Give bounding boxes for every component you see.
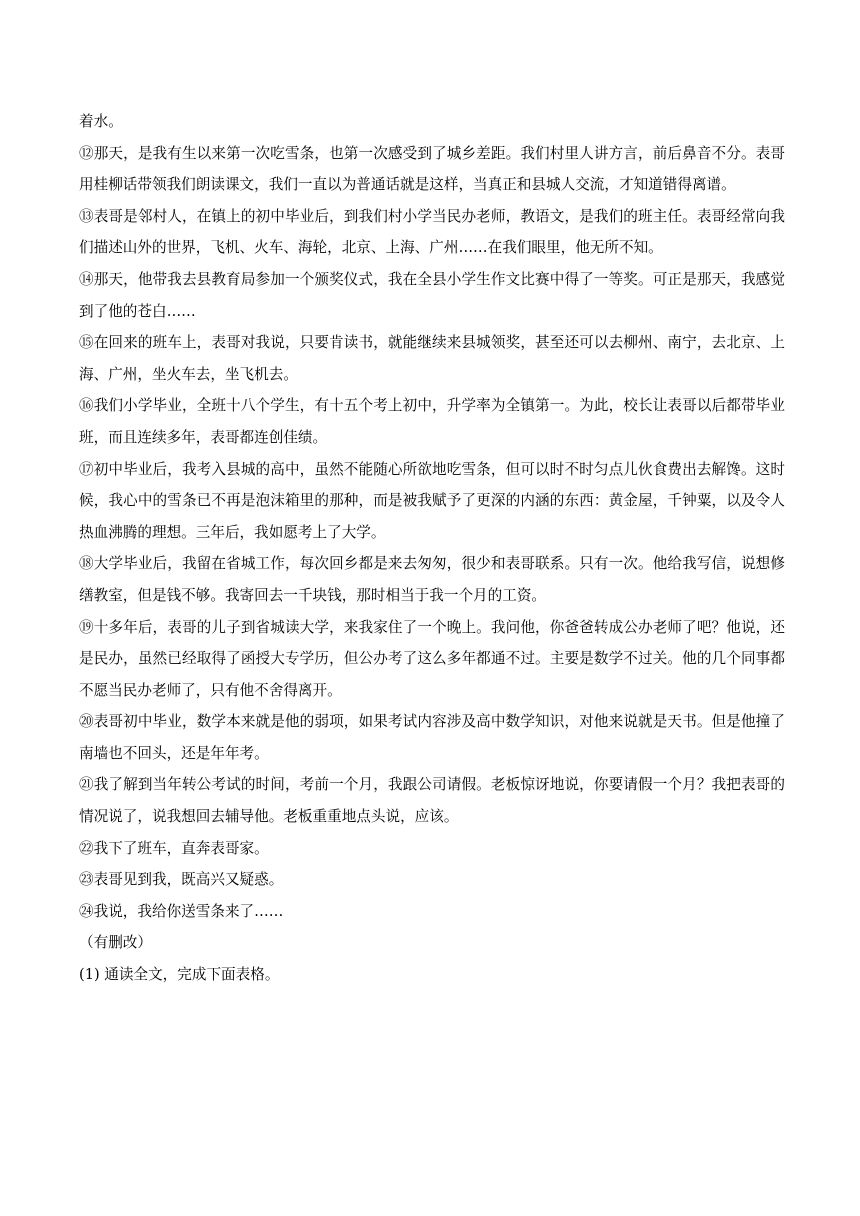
paragraph-22: ㉒我下了班车，直奔表哥家。 <box>79 839 269 857</box>
paragraph-12: ⑫那天，是我有生以来第一次吃雪条，也第一次感受到了城乡差距。我们村里人讲方言，前后鼻音不分。表哥用桂柳话带领我们朗读课文，我们一直以为普通话就是这样，当真正和县城人交流，才知道错得离谱。 <box>79 144 785 194</box>
paragraph-21: ㉑我了解到当年转公考试的时间，考前一个月，我跟公司请假。老板惊讶地说，你要请假一个月？我把表哥的情况说了，说我想回去辅导他。老板重重地点头说，应该。 <box>79 776 785 826</box>
paragraph-20: ⑳表哥初中毕业，数学本来就是他的弱项，如果考试内容涉及高中数学知识，对他来说就是天书。但是他撞了南墙也不回头，还是年年考。 <box>79 713 785 762</box>
paragraph-continuation: 着水。 <box>79 113 123 130</box>
question-1: (1) 通读全文，完成下面表格。 <box>79 966 280 984</box>
paragraph-15: ⑮在回来的班车上，表哥对我说，只要肯读书，就能继续来县城领奖，甚至还可以去柳州、南宁，去北京、上海、广州，坐火车去，坐飞机去。 <box>79 334 785 383</box>
paragraph-23: ㉓表哥见到我，既高兴又疑惑。 <box>79 871 284 889</box>
paragraph-17: ⑰初中毕业后，我考入县城的高中，虽然不能随心所欲地吃雪条，但可以时不时匀点儿伙食费出去解馋。这时候，我心中的雪条已不再是泡沫箱里的那种，而是被我赋予了更深的内涵的东西：黄金屋，千钟粟，以及令人热血沸腾的理想。三年后，我如愿考上了大学。 <box>79 460 785 541</box>
paragraph-16: ⑯我们小学毕业，全班十八个学生，有十五个考上初中，升学率为全镇第一。为此，校长让表哥以后都带毕业班，而且连续多年，表哥都连创佳绩。 <box>79 397 785 446</box>
paragraph-24: ㉔我说，我给你送雪条来了…… <box>79 902 284 920</box>
paragraph-13: ⑬表哥是邻村人，在镇上的初中毕业后，到我们村小学当民办老师，教语文，是我们的班主任。表哥经常向我们描述山外的世界，飞机、火车、海轮，北京、上海、广州……在我们眼里，他无所不知。 <box>79 207 785 257</box>
paragraph-14: ⑭那天，他带我去县教育局参加一个颁奖仪式，我在全县小学生作文比赛中得了一等奖。可正是那天，我感觉到了他的苍白…… <box>79 270 785 320</box>
paragraph-19: ⑲十多年后，表哥的儿子到省城读大学，来我家住了一个晚上。我问他，你爸爸转成公办老师了吧？他说，还是民办，虽然已经取得了函授大专学历，但公办考了这么多年都通不过。主要是数学不过关。他的几个同事都不愿当民办老师了，只有他不舍得离开。 <box>79 618 785 699</box>
source-note: （有删改） <box>79 934 152 952</box>
paragraph-18: ⑱大学毕业后，我留在省城工作，每次回乡都是来去匆匆，很少和表哥联系。只有一次。他给我写信，说想修缮教室，但是钱不够。我寄回去一千块钱，那时相当于我一个月的工资。 <box>79 555 785 604</box>
document-body <box>79 106 785 991</box>
